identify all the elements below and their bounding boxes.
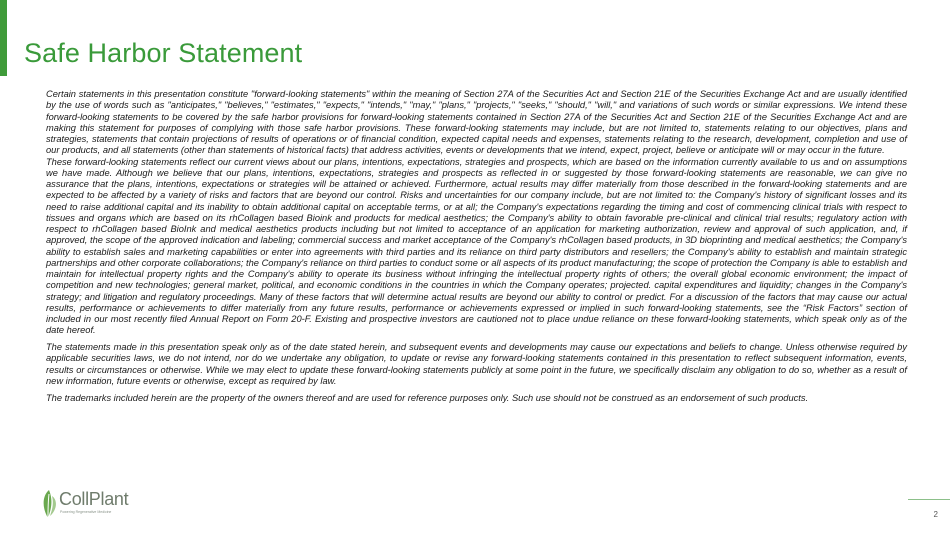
disclaimer-body [46, 89, 907, 404]
paragraph-forward-looking-definition: Certain statements in this presentation constitute "forward-looking statements" within the meaning of Section 27A of the Securities Act and Section 21E of the Securities Exchange Act and are usually identified by the use of words such as "anticipates," "believes," "estimates," "expects," "intends," "may," "plans," "projects," "seeks," "should," "will," and variations of such words or similar expressions. We intend these forward-looking statements to be covered by the safe harbor provisions for forward-looking statements contained in Section 27A of the Securities Act and Section 21E of the Securities Exchange Act and are making this statement for purposes of complying with those safe harbor provisions. These forward-looking statements may include, but are not limited to, statements relating to our objectives, plans and strategies, statements that contain projections of results of operations or of financial condition, expected capital needs and expenses, statements relating to the research, development, completion and use of our products, and all statements (other than statements of historical facts) that address activities, events or developments that we intend, expect, project, believe or anticipate will or may occur in the future. [46, 89, 907, 156]
leaf-icon [38, 488, 60, 522]
accent-bar [0, 0, 7, 76]
paragraph-risks: These forward-looking statements reflect our current views about our plans, intentions, expectations, strategies and prospects, which are based on the information currently available to us and on assumptions we have made. Although we believe that our plans, intentions, expectations, strategies and prospects as reflected in or suggested by those forward-looking statements are reasonable, we can give no assurance that the plans, intentions, expectations or strategies will be attained or achieved. Furthermore, actual results may differ materially from those described in the forward-looking statements and are expected to be affected by a variety of risks and factors that are beyond our control. Risks and uncertainties for our company include, but are not limited to: the Company's history of significant losses and its need to raise additional capital and its inability to obtain additional capital on acceptable terms, or at all; the Company's expectations regarding the timing and cost of commencing clinical trials with respect to tissues and organs which are based on its rhCollagen based Bioink and products for medical aesthetics; the Company's ability to obtain favorable pre-clinical and clinical trial results; regulatory action with respect to rhCollagen based BioInk and medical aesthetics products including but not limited to acceptance of an application for marketing authorization, review and approval of such application, and, if approved, the scope of the approved indication and labeling; commercial success and market acceptance of the Company's rhCollagen based products, in 3D bioprinting and medical aesthetics; the Company's ability to establish sales and marketing capabilities or enter into agreements with third parties and its reliance on third party distributors and resellers; the Company's ability to establish and maintain strategic partnerships and other corporate collaborations; the Company's reliance on third parties to conduct some or all aspects of its product manufacturing; the scope of protection the Company is able to establish and maintain for intellectual property rights and the Company's ability to operate its business without infringing the intellectual property rights of others; the overall global economic environment; the impact of competition and new technologies; general market, political, and economic conditions in the countries in which the Company operates; projected. capital expenditures and liquidity; changes in the Company's strategy; and litigation and regulatory proceedings. Many of these factors that will determine actual results are beyond our ability to control or predict. For a discussion of the factors that may cause our actual results, performance or achievements to differ materially from any future results, performance or achievements expressed or implied in such forward-looking statements, see the “Risk Factors” section of included in our most recently filed Annual Report on Form 20-F. Existing and prospective investors are cautioned not to place undue reliance on these forward-looking statements, which speak only as of the date hereof. [46, 156, 907, 336]
paragraph-no-obligation: The statements made in this presentation speak only as of the date stated herein, and subsequent events and developments may cause our expectations and beliefs to change. Unless otherwise required by applicable securities laws, we do not intend, nor do we undertake any obligation, to update or revise any forward-looking statements contained in this presentation to reflect subsequent information, events, results or circumstances or otherwise. While we may elect to update these forward-looking statements publicly at some point in the future, we specifically disclaim any obligation to do so, whether as a result of new information, future events or otherwise, except as required by law. [46, 342, 907, 386]
paragraph-trademarks: The trademarks included herein are the property of the owners thereof and are used for reference purposes only. Such use should not be construed as an endorsement of such products. [46, 392, 809, 403]
footer-divider [908, 499, 950, 500]
company-logo [38, 488, 158, 524]
page-title: Safe Harbor Statement [24, 38, 303, 69]
logo-tagline: Powering Regenerative Medicine [60, 510, 112, 514]
logo-wordmark: CollPlant [59, 489, 129, 509]
page-number: 2 [933, 510, 938, 519]
